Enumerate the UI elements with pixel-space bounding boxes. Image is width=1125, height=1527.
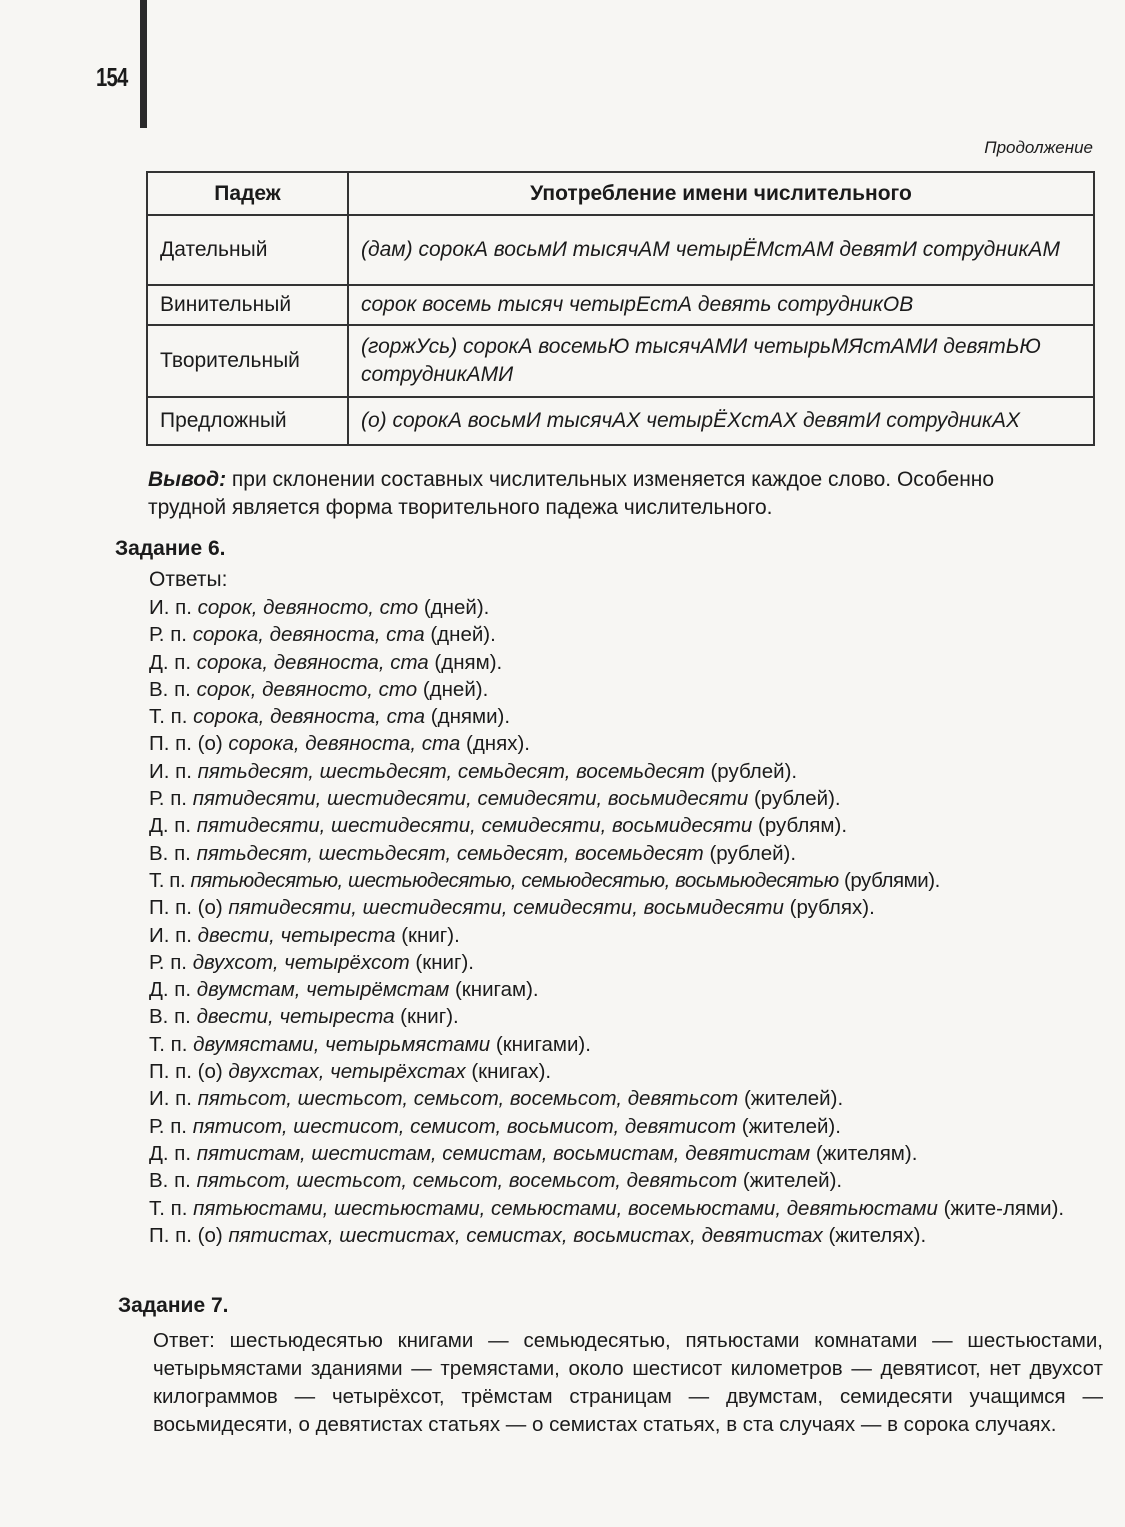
numeral-forms: сорока, девяноста, ста <box>196 650 429 674</box>
case-usage: (горжУсь) сорокА восемьЮ тысячАМИ четырьМЯстАМИ девятЬЮ сотрудникАМИ <box>348 325 1094 397</box>
noun-form: (дням). <box>434 650 503 674</box>
noun-form: (рублями). <box>843 868 940 892</box>
noun-form: (рублей). <box>710 759 798 783</box>
numeral-forms: двумстам, четырёмстам <box>196 978 450 1002</box>
noun-form: (жите-лями). <box>943 1196 1065 1220</box>
answers-label: Ответы: <box>149 568 228 591</box>
case-abbrev: И. п. <box>149 1087 192 1111</box>
conclusion <box>148 466 1048 522</box>
task7-answer: Ответ: шестьюдесятью книгами — семьюдесятью, пятьюстами комнатами — шестьюстами, четырьмястами зданиями — тремястами, около шестисот километров — девятисот, нет двухсот килограммов — четырёхсот, трёмстам страницам — двумстам, семидесяти учащимся — восьмидесяти, о девятистах статьях — о семистах статьях, в ста случаях — в сорока случаях. <box>153 1329 1103 1436</box>
answer-line <box>149 758 1099 785</box>
page-number: 154 <box>96 62 128 92</box>
case-abbrev: Р. п. <box>149 787 187 811</box>
numeral-forms: сорока, девяноста, ста <box>228 732 461 756</box>
case-abbrev: И. п. <box>149 596 192 619</box>
case-name: Предложный <box>147 397 348 445</box>
numeral-forms: пятисот, шестисот, семисот, восьмисот, девятисот <box>192 1114 737 1138</box>
noun-form: (книгам). <box>454 978 539 1002</box>
table-row <box>147 325 1094 397</box>
answer-line <box>149 894 1099 921</box>
numeral-forms: двумястами, четырьмястами <box>193 1032 491 1056</box>
case-abbrev: Д. п. <box>149 814 192 838</box>
noun-form: (книгами). <box>495 1032 591 1056</box>
noun-form: (рублям). <box>758 814 848 838</box>
page-margin-bar <box>140 0 147 128</box>
answer-line <box>149 785 1099 812</box>
case-abbrev: Д. п. <box>149 650 192 674</box>
noun-form: (жителей). <box>742 1169 843 1193</box>
case-abbrev: Т. п. <box>149 1196 188 1220</box>
case-abbrev: П. п. (о) <box>149 896 223 920</box>
answer-line <box>149 976 1099 1003</box>
noun-form: (книг). <box>401 923 460 947</box>
noun-form: (рублей). <box>753 787 841 811</box>
answer-line <box>149 922 1099 949</box>
answer-line <box>149 621 1099 648</box>
case-table <box>146 171 1095 446</box>
header-usage: Употребление имени числительного <box>348 172 1094 215</box>
case-abbrev: П. п. (о) <box>149 1223 223 1247</box>
numeral-forms: сорок, девяносто, сто <box>197 596 419 619</box>
answer-line <box>149 1031 1099 1058</box>
case-abbrev: Т. п. <box>149 1032 188 1056</box>
numeral-forms: пятьюдесятью, шестьюдесятью, семьюдесятью, восьмьюдесятью <box>190 868 839 892</box>
noun-form: (днями). <box>430 705 511 729</box>
noun-form: (книг). <box>400 1005 459 1029</box>
answer-line <box>149 730 1099 757</box>
noun-form: (днях). <box>466 732 530 756</box>
numeral-forms: двухстах, четырёхстах <box>228 1060 466 1084</box>
numeral-forms: пятьсот, шестьсот, семьсот, восемьсот, девятьсот <box>197 1087 739 1111</box>
noun-form: (дней). <box>422 677 489 701</box>
case-abbrev: П. п. (о) <box>149 732 223 756</box>
noun-form: (жителям). <box>815 1141 918 1165</box>
answer-line <box>149 676 1099 703</box>
numeral-forms: двести, четыреста <box>197 923 396 947</box>
case-abbrev: В. п. <box>149 1169 191 1193</box>
task6-answers <box>149 594 1099 1249</box>
numeral-forms: пятьдесят, шестьдесят, семьдесят, восемьдесят <box>197 759 705 783</box>
case-usage: (дам) сорокА восьмИ тысячАМ четырЁМстАМ девятИ сотрудникАМ <box>348 215 1094 285</box>
answer-line <box>149 1195 1099 1222</box>
table-row <box>147 285 1094 325</box>
case-abbrev: В. п. <box>149 1005 191 1029</box>
answer-line <box>149 649 1099 676</box>
answer-line <box>149 594 1099 621</box>
answer-line <box>149 949 1099 976</box>
answer-line <box>149 1167 1099 1194</box>
numeral-forms: пятьюстами, шестьюстами, семьюстами, восемьюстами, девятьюстами <box>193 1196 938 1220</box>
task7-heading: Задание 7. <box>118 1294 229 1317</box>
header-case: Падеж <box>147 172 348 215</box>
numeral-forms: пятистам, шестистам, семистам, восьмистам, девятистам <box>196 1141 811 1165</box>
answer-line <box>149 867 1099 894</box>
case-usage: (о) сорокА восьмИ тысячАХ четырЁХстАХ девятИ сотрудникАХ <box>348 397 1094 445</box>
continuation-label: Продолжение <box>984 138 1093 157</box>
case-name: Творительный <box>147 325 348 397</box>
numeral-forms: сорока, девяноста, ста <box>192 623 425 647</box>
answer-line <box>149 1222 1099 1249</box>
table-header-row <box>147 172 1094 215</box>
noun-form: (дней). <box>430 623 496 647</box>
case-abbrev: Д. п. <box>149 978 192 1002</box>
case-abbrev: В. п. <box>149 677 191 701</box>
case-abbrev: И. п. <box>149 923 192 947</box>
numeral-forms: пятьсот, шестьсот, семьсот, восемьсот, девятьсот <box>196 1169 738 1193</box>
numeral-forms: сорока, девяноста, ста <box>193 705 426 729</box>
answer-line <box>149 1140 1099 1167</box>
case-abbrev: Т. п. <box>149 868 186 892</box>
numeral-forms: пятидесяти, шестидесяти, семидесяти, восьмидесяти <box>228 896 784 920</box>
table-row <box>147 215 1094 285</box>
answer-line <box>149 1003 1099 1030</box>
conclusion-text: при склонении составных числительных изменяется каждое слово. Особенно трудной является форма творительного падежа числительного. <box>148 468 995 519</box>
noun-form: (жителей). <box>741 1114 841 1138</box>
noun-form: (дней). <box>423 596 490 619</box>
case-abbrev: И. п. <box>149 759 192 783</box>
noun-form: (жителях). <box>828 1223 927 1247</box>
numeral-forms: двести, четыреста <box>196 1005 395 1029</box>
conclusion-label: Вывод: <box>148 468 227 491</box>
answer-line <box>149 1113 1099 1140</box>
noun-form: (жителей). <box>743 1087 844 1111</box>
case-abbrev: П. п. (о) <box>149 1060 223 1084</box>
answer-line <box>149 840 1099 867</box>
numeral-forms: двухсот, четырёхсот <box>192 950 410 974</box>
answer-line <box>149 1085 1099 1112</box>
case-abbrev: Р. п. <box>149 950 187 974</box>
case-abbrev: Р. п. <box>149 623 187 647</box>
case-name: Винительный <box>147 285 348 325</box>
numeral-forms: пятидесяти, шестидесяти, семидесяти, восьмидесяти <box>192 787 749 811</box>
noun-form: (рублях). <box>789 896 875 920</box>
case-usage: сорок восемь тысяч четырЕстА девять сотрудникОВ <box>348 285 1094 325</box>
case-abbrev: Д. п. <box>149 1141 192 1165</box>
table-row <box>147 397 1094 445</box>
numeral-forms: пятьдесят, шестьдесят, семьдесят, восемьдесят <box>196 841 704 865</box>
noun-form: (книгах). <box>471 1060 552 1084</box>
case-abbrev: Т. п. <box>149 705 188 729</box>
numeral-forms: пятистах, шестистах, семистах, восьмистах, девятистах <box>228 1223 823 1247</box>
noun-form: (книг). <box>415 950 474 974</box>
numeral-forms: пятидесяти, шестидесяти, семидесяти, восьмидесяти <box>196 814 753 838</box>
answer-line <box>149 812 1099 839</box>
noun-form: (рублей). <box>709 841 797 865</box>
task6-heading: Задание 6. <box>115 537 226 560</box>
case-name: Дательный <box>147 215 348 285</box>
answer-line <box>149 1058 1099 1085</box>
case-abbrev: Р. п. <box>149 1114 187 1138</box>
case-abbrev: В. п. <box>149 841 191 865</box>
answer-line <box>149 703 1099 730</box>
numeral-forms: сорок, девяносто, сто <box>196 677 418 701</box>
